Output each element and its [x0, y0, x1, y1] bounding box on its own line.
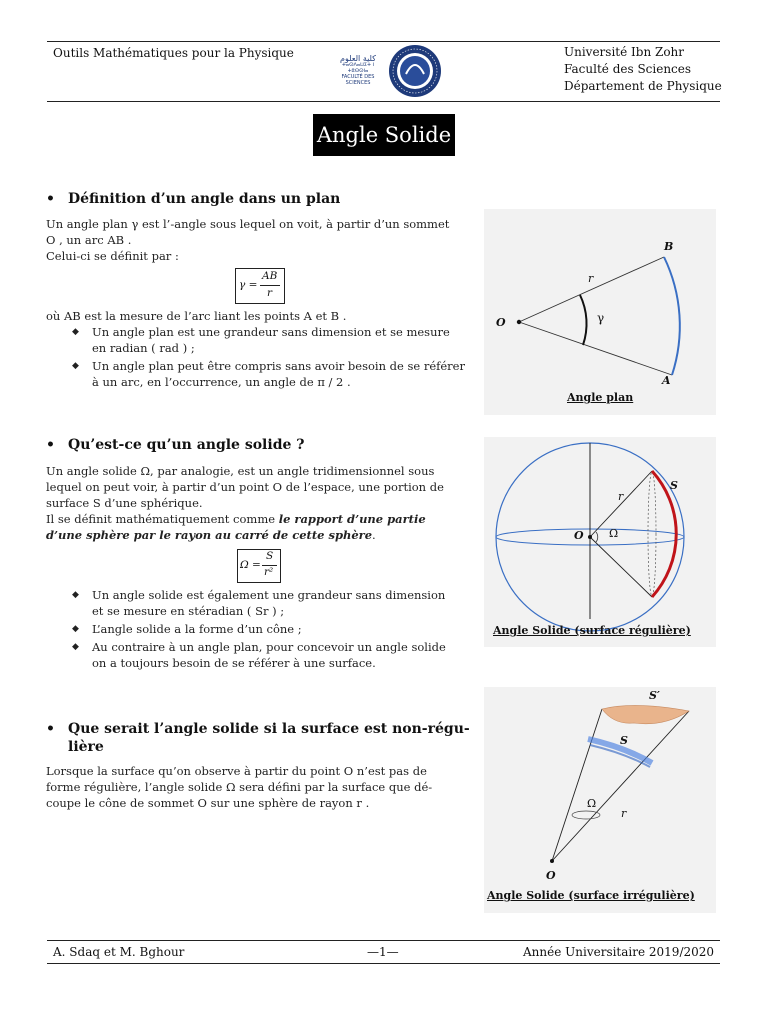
header-bottom-rule — [47, 101, 720, 102]
label-S-prime: S′ — [649, 689, 660, 702]
institution-block: Université Ibn Zohr Faculté des Sciences Département de Physique — [564, 45, 722, 93]
section-heading-irregular-surface-cont: lière — [68, 739, 104, 755]
label-O: O — [546, 869, 556, 882]
label-O: O — [496, 316, 506, 329]
label-Omega: Ω — [587, 797, 597, 810]
solid-angle-formula: Ω = S r² — [237, 549, 281, 583]
footer-bottom-rule — [47, 963, 720, 964]
label-r: r — [621, 807, 627, 820]
section-heading-irregular-surface: • Que serait l’angle solide si la surface est non-régu- — [46, 721, 470, 737]
footer-top-rule — [47, 940, 720, 941]
label-S: S — [620, 734, 628, 747]
s2-bullet-2: ◆ L’angle solide a la forme d’un cône ; — [72, 622, 302, 636]
s2-paragraph: Un angle solide Ω, par analogie, est un angle tridimensionnel sous lequel on peut voir, à partir d’un point O de l’espace, une portion de surface S d’une sphérique. Il se définit mathématiquement comme le rapport d’une partie d’une sphère par le rayon au carré de cette sphère. — [46, 464, 444, 542]
s3-paragraph: Lorsque la surface qu’on observe à partir du point O n’est pas de forme régulière, l’angle solide Ω sera défini par la surface que dé- coupe le cône de sommet O sur une sphère de rayon r . — [46, 764, 433, 810]
university-seal-icon — [388, 44, 442, 98]
sphere-cone-diagram — [484, 437, 716, 647]
figure-solid-angle-irregular — [484, 687, 716, 913]
section-heading-solid-angle: • Qu’est-ce qu’un angle solide ? — [46, 437, 305, 453]
label-S: S — [670, 479, 678, 492]
footer-page-number: —1— — [367, 945, 399, 959]
label-r: r — [588, 272, 594, 285]
figure-solid-angle-regular — [484, 437, 716, 647]
s1-arc-definition: où AB est la mesure de l’arc liant les points A et B . — [46, 309, 347, 323]
page-title: Angle Solide — [313, 114, 455, 156]
label-O: O — [574, 529, 584, 542]
s1-bullet-1: ◆ Un angle plan est une grandeur sans dimension et se mesure en radian ( rad ) ; — [72, 325, 450, 355]
label-A: A — [662, 374, 671, 387]
label-B: B — [664, 240, 674, 253]
section-heading-plane-angle: • Définition d’un angle dans un plan — [46, 191, 341, 207]
faculty-logo-text: كلية العلوم ⵜⴰⵙⴷⴰⵡⵉⵜ ⵏ ⵜⵓⵙⵙⵏⴰ FACULTÉ DES SCIENCES — [340, 54, 376, 86]
plane-angle-formula: γ = AB r — [235, 268, 285, 304]
s1-bullet-2: ◆ Un angle plan peut être compris sans avoir besoin de se référer à un arc, en l’occurrence, un angle de π / 2 . — [72, 359, 465, 389]
figure-caption-plane-angle: Angle plan — [567, 391, 634, 404]
label-Omega: Ω — [609, 527, 619, 540]
course-title: Outils Mathématiques pour la Physique — [53, 46, 294, 60]
s2-bullet-1: ◆ Un angle solide est également une grandeur sans dimension et se mesure en stéradian ( Sr ) ; — [72, 588, 446, 618]
label-gamma: γ — [597, 311, 605, 325]
s1-paragraph: Un angle plan γ est l’-angle sous lequel on voit, à partir d’un sommet O , un arc AB . Celui-ci se définit par : — [46, 217, 450, 263]
irregular-cone-diagram — [484, 687, 716, 913]
figure-caption-solid-angle-regular: Angle Solide (surface régulière) — [493, 624, 691, 637]
s2-bullet-3: ◆ Au contraire à un angle plan, pour concevoir un angle solide on a toujours besoin de se référer à une surface. — [72, 640, 446, 670]
label-r: r — [618, 490, 624, 503]
header-top-rule — [47, 41, 720, 42]
figure-caption-solid-angle-irregular: Angle Solide (surface irrégulière) — [487, 889, 695, 902]
footer-academic-year: Année Universitaire 2019/2020 — [523, 945, 715, 959]
footer-authors: A. Sdaq et M. Bghour — [53, 945, 185, 959]
figure-plane-angle — [484, 209, 716, 415]
